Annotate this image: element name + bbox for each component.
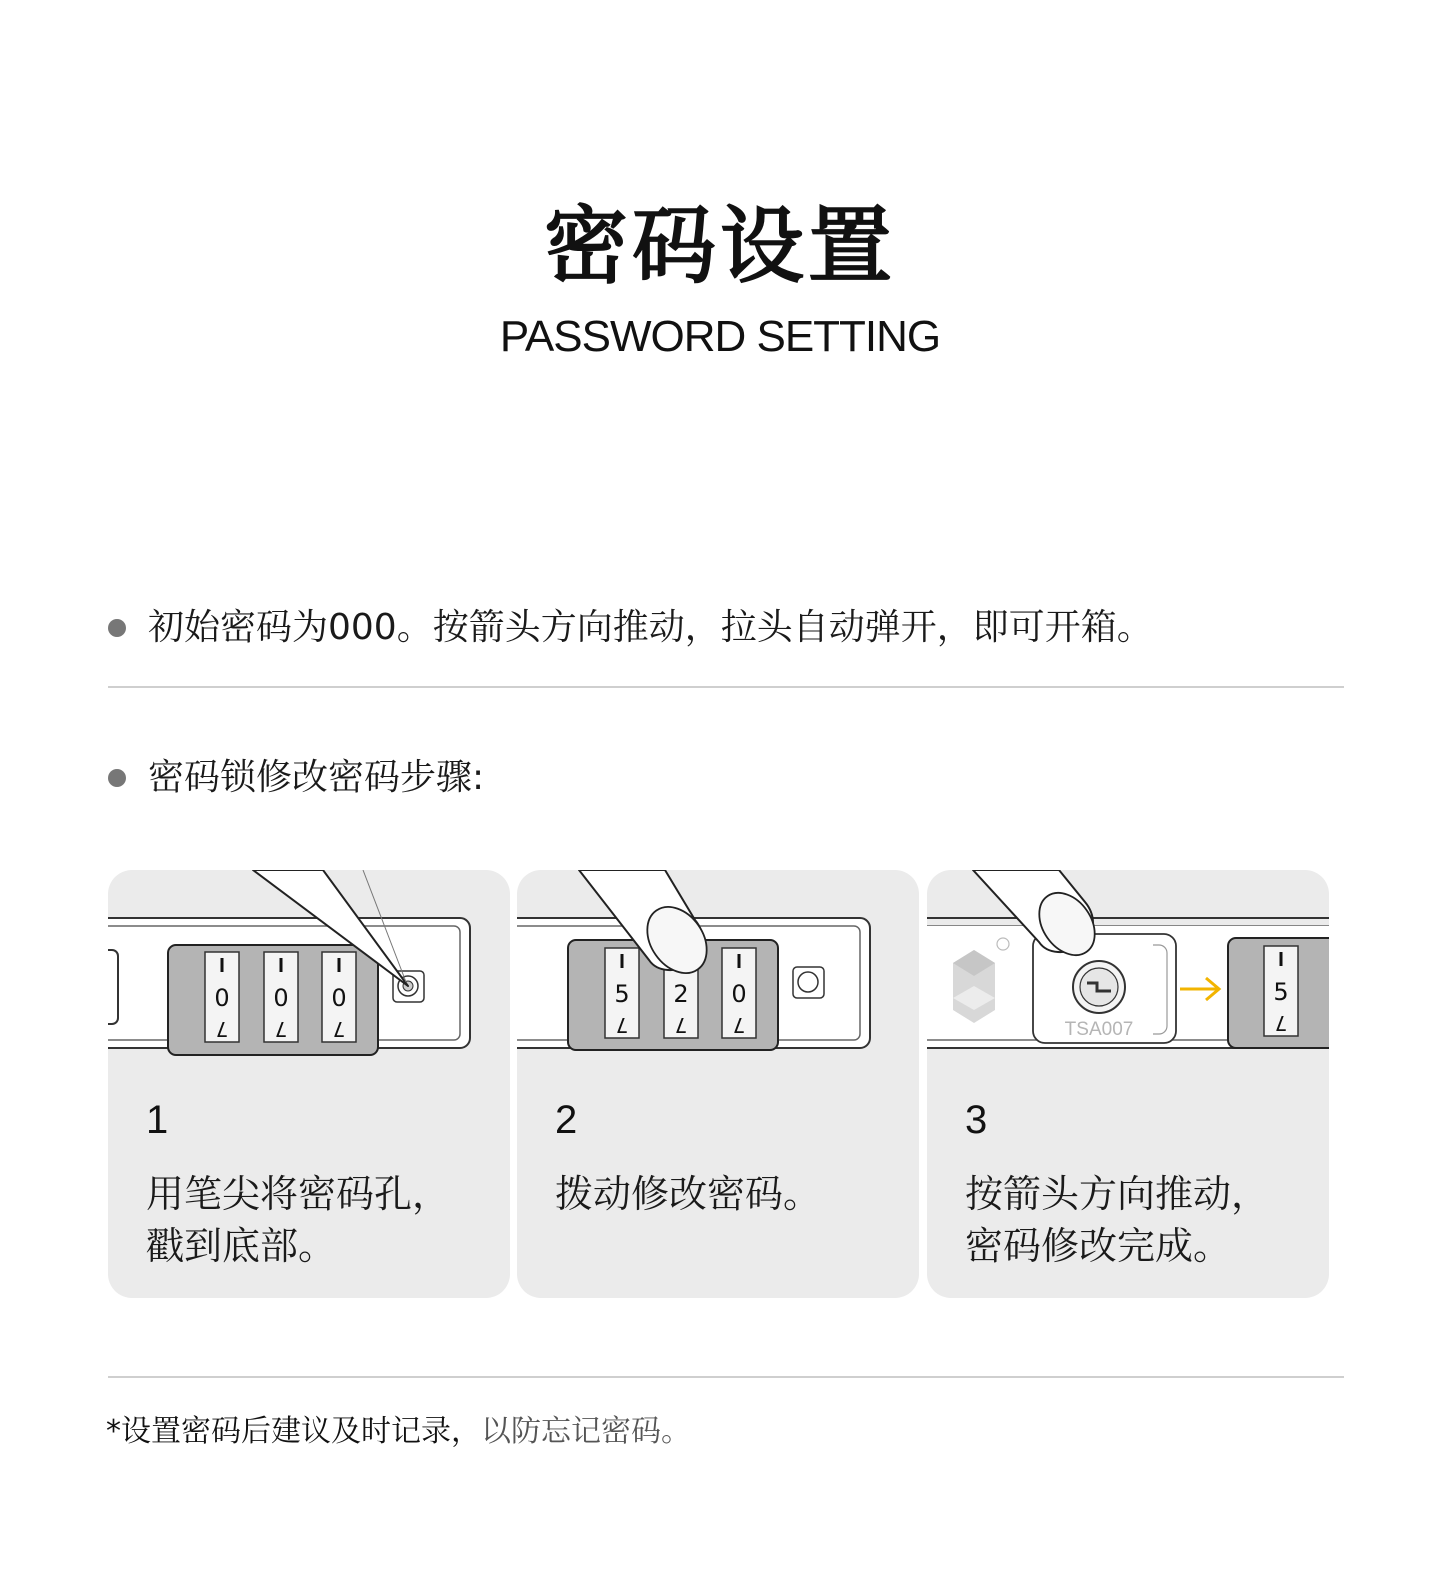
intro-row <box>108 606 1153 650</box>
step-number: 1 <box>146 1098 169 1142</box>
dial-digit-below: 7 <box>215 1017 229 1041</box>
dial-digit-below: 7 <box>674 1013 688 1037</box>
step-description <box>146 1168 486 1272</box>
reset-hole[interactable] <box>793 967 824 998</box>
dial-digit-below: 7 <box>274 1017 288 1041</box>
dial-wheel[interactable] <box>264 952 298 1042</box>
dial-digit: 0 <box>731 980 747 1008</box>
dial-digit: 0 <box>214 984 230 1012</box>
footnote <box>106 1412 691 1452</box>
page-title: 密码设置 <box>543 197 896 295</box>
dial-digit: 5 <box>614 980 630 1008</box>
intro-text: 初始密码为000。按箭头方向推动，拉头自动弹开，即可开箱。 <box>148 607 1153 648</box>
lock-illustration-1 <box>108 870 510 1085</box>
dial-digit: 2 <box>673 980 689 1008</box>
bullet-icon <box>108 619 126 637</box>
step-line-1: 用笔尖将密码孔， <box>146 1172 451 1216</box>
dial-digit-below: 7 <box>332 1017 346 1041</box>
page-subtitle: PASSWORD SETTING <box>499 312 941 361</box>
step-line-2: 戳到底部。 <box>146 1224 337 1268</box>
footnote-part-2: 以防忘记密码。 <box>481 1414 691 1449</box>
step-line-1: 按箭头方向推动， <box>965 1172 1270 1216</box>
steps-heading: 密码锁修改密码步骤: <box>148 757 485 798</box>
step-line-1: 拨动修改密码。 <box>555 1172 822 1216</box>
step-number: 3 <box>965 1098 988 1142</box>
dial-wheel[interactable] <box>1264 946 1298 1036</box>
steps-heading-row <box>108 756 484 800</box>
divider-top <box>108 686 1344 688</box>
dial-digit-below: 7 <box>732 1013 746 1037</box>
dial-digit: 5 <box>1273 978 1289 1006</box>
step-description <box>555 1168 895 1220</box>
dial-digit: 0 <box>331 984 347 1012</box>
step-description <box>965 1168 1305 1272</box>
dial-digit-below: 7 <box>615 1013 629 1037</box>
dial-wheel[interactable] <box>605 948 639 1038</box>
dial-wheel[interactable] <box>205 952 239 1042</box>
step-line-2: 密码修改完成。 <box>965 1224 1232 1268</box>
step-card-2 <box>517 870 919 1298</box>
dial-digit-below: 7 <box>1274 1011 1288 1035</box>
step-card-1 <box>108 870 510 1298</box>
tsa-label: TSA007 <box>1064 1019 1134 1040</box>
footnote-part-1: *设置密码后建议及时记录， <box>106 1414 481 1449</box>
step-number: 2 <box>555 1098 578 1142</box>
lock-illustration-2 <box>517 870 919 1085</box>
step-card-3 <box>927 870 1329 1298</box>
dial-wheel[interactable] <box>722 948 756 1038</box>
bullet-icon <box>108 769 126 787</box>
divider-bottom <box>108 1376 1344 1378</box>
lock-illustration-3 <box>927 870 1329 1085</box>
dial-wheel[interactable] <box>322 952 356 1042</box>
dial-digit: 0 <box>273 984 289 1012</box>
